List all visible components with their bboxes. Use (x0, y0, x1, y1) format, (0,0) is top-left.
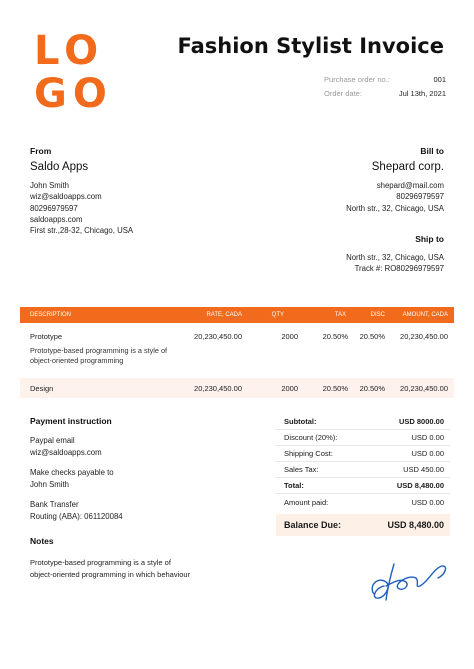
logo-line-1: LO (34, 28, 105, 74)
discount-label: Discount (20%): (284, 433, 338, 442)
notes-section (30, 536, 230, 580)
sales-tax-row (276, 462, 450, 478)
sales-tax-value: USD 450.00 (403, 465, 444, 474)
header-disc: DISC (370, 312, 385, 318)
notes-line-1: Prototype-based programming is a style of (30, 558, 171, 567)
logo-line-2: GO (34, 71, 113, 117)
discount-value: USD 0.00 (411, 433, 444, 442)
total-label: Total: (284, 481, 304, 490)
from-heading: From (30, 146, 52, 156)
from-website: saldoapps.com (30, 214, 83, 224)
subtotal-row (276, 414, 450, 430)
shipping-row (276, 446, 450, 462)
order-date-row (324, 86, 446, 100)
amount-paid-row (276, 494, 450, 510)
bill-to-email: shepard@mail.com (376, 181, 444, 190)
from-name: John Smith (30, 181, 70, 190)
purchase-order-value: 001 (433, 74, 446, 84)
from-section (30, 146, 230, 236)
checks-name: John Smith (30, 479, 70, 489)
row-qty: 2000 (281, 332, 298, 341)
shipping-value: USD 0.00 (411, 449, 444, 458)
bill-to-address: North str., 32, Chicago, USA (346, 203, 444, 213)
balance-due-value: USD 8,480.00 (387, 520, 444, 530)
checks-label: Make checks payable to (30, 468, 114, 477)
balance-due-label: Balance Due: (284, 520, 342, 530)
row-amount: 20,230,450.00 (400, 383, 448, 393)
company-logo (34, 30, 120, 116)
order-date-value: Jul 13th, 2021 (398, 88, 446, 98)
header-amount: AMOUNT, CADA (402, 312, 448, 318)
from-phone: 80296979597 (30, 203, 78, 213)
ship-to-address: North str., 32, Chicago, USA (346, 253, 444, 262)
order-date-label: Order date: (324, 88, 362, 98)
from-email: wiz@saldoapps.com (30, 192, 102, 202)
notes-line-2: object-oriented programming in which behaviour (30, 569, 191, 579)
header-description: DESCRIPTION (30, 312, 72, 318)
bill-to-heading: Bill to (420, 146, 444, 156)
invoice-title: Fashion Stylist Invoice (177, 34, 444, 58)
total-row (276, 478, 450, 494)
payment-instruction (30, 416, 230, 522)
row-description: Design (30, 383, 54, 393)
row-rate: 20,230,450.00 (194, 383, 242, 393)
table-row (20, 378, 454, 398)
row-rate: 20,230,450.00 (194, 332, 242, 341)
bill-to-company: Shepard corp. (371, 161, 444, 173)
bill-to-phone: 80296979597 (396, 192, 444, 202)
subtotal-label: Subtotal: (284, 417, 317, 426)
amount-paid-value: USD 0.00 (411, 497, 444, 507)
total-value: USD 8,480.00 (396, 481, 444, 490)
row-tax: 20.50% (322, 332, 348, 341)
row-qty: 2000 (281, 383, 298, 393)
table-header (20, 307, 454, 323)
paypal-label: Paypal email (30, 436, 75, 445)
ship-to-section (224, 234, 444, 275)
order-meta (324, 72, 446, 100)
shipping-label: Shipping Cost: (284, 449, 333, 458)
purchase-order-row (324, 72, 446, 86)
header-tax: TAX (334, 312, 346, 318)
line-items-table (20, 307, 454, 398)
ship-to-heading: Ship to (415, 234, 444, 244)
discount-row (276, 430, 450, 446)
amount-paid-label: Amount paid: (284, 497, 329, 507)
totals-summary (276, 414, 450, 536)
from-company: Saldo Apps (30, 161, 89, 173)
signature-icon (364, 556, 454, 606)
subtotal-value: USD 8000.00 (398, 417, 444, 426)
payment-heading: Payment instruction (30, 416, 112, 426)
bill-to-section (224, 146, 444, 214)
row-disc: 20.50% (359, 332, 385, 341)
header-rate: RATE, CADA (206, 312, 242, 318)
ship-to-track: Track #: RO80296979597 (354, 264, 444, 274)
balance-due-row (276, 514, 450, 536)
row-detail: Prototype-based programming is a style of object-oriented programming (30, 346, 168, 365)
row-tax: 20.50% (322, 383, 348, 393)
routing-number: Routing (ABA): 061120084 (30, 511, 123, 521)
purchase-order-label: Purchase order no.: (324, 74, 390, 84)
from-address: First str.,28-32, Chicago, USA (30, 226, 134, 236)
header-qty: QTY (271, 312, 284, 318)
sales-tax-label: Sales Tax: (284, 465, 319, 474)
notes-heading: Notes (30, 536, 54, 546)
row-amount: 20,230,450.00 (400, 332, 448, 341)
table-row (20, 323, 454, 378)
bank-label: Bank Transfer (30, 500, 79, 509)
row-description: Prototype (30, 332, 63, 341)
row-disc: 20.50% (359, 383, 385, 393)
paypal-email: wiz@saldoapps.com (30, 447, 102, 457)
